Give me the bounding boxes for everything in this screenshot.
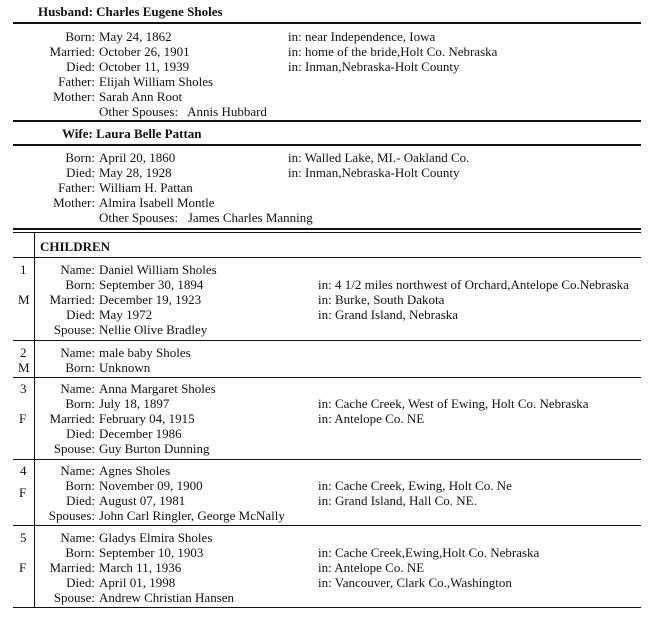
wife-died-in-label: in: [288,165,302,180]
husband-divider [13,22,641,24]
husband-died-in-label: in: [288,59,302,74]
child-1-married-in-label: in: [318,292,332,307]
husband-name: Charles Eugene Sholes [96,4,223,19]
child-5-name: Gladys Elmira Sholes [99,530,213,545]
child-1-divider [13,340,641,341]
child-5-spouse: Andrew Christian Hansen [99,590,235,605]
child-4-died-date: August 07, 1981 [99,493,186,508]
child-1-died-place-text: Grand Island, Nebraska [334,307,459,322]
child-3-born-date: July 18, 1897 [99,396,170,411]
child-4-died-place-text: Grand Island, Hall Co. NE. [334,493,477,508]
wife-died-date: May 28, 1928 [99,165,172,180]
child-2-born-label: Born: [65,360,95,375]
child-4-died-place [318,493,477,508]
child-4-born-date: November 09, 1900 [99,478,203,493]
husband-other-spouses-value: Annis Hubbard [187,104,267,119]
wife-died-place-text: Inman,Nebraska-Holt County [304,165,460,180]
wife-died-place [288,165,460,180]
child-3-married-place-text: Antelope Co. NE [334,411,425,426]
children-heading-divider [13,257,641,258]
husband-heading-label: Husband: [38,4,93,19]
child-1-married-place [318,292,444,307]
child-3-spouse-label: Spouse: [53,441,95,456]
husband-died-place [288,59,460,74]
child-1-born-place [318,277,629,292]
child-5-born-in-label: in: [318,545,332,560]
husband-born-label: Born: [65,29,95,44]
children-top-divider [13,228,641,230]
children-top-divider-thin [13,232,641,233]
wife-other-spouses [99,210,313,225]
wife-heading-label: Wife: [62,126,93,141]
child-5-died-place-text: Vancouver, Clark Co.,Washington [334,575,512,590]
child-3-born-in-label: in: [318,396,332,411]
child-2-divider [13,377,641,378]
child-1-spouse-label: Spouse: [53,322,95,337]
husband-died-label: Died: [66,59,95,74]
child-4-name: Agnes Sholes [99,463,171,478]
wife-born-in-label: in: [288,150,302,165]
wife-mother-name: Almira Isabell Montle [99,195,215,210]
child-5-died-in-label: in: [318,575,332,590]
husband-died-place-text: Inman,Nebraska-Holt County [304,59,460,74]
child-4-name-label: Name: [60,463,95,478]
wife-born-date: April 20, 1860 [99,150,176,165]
husband-born-date: May 24, 1862 [99,29,172,44]
child-3-died-label: Died: [66,426,95,441]
child-3-sex: F [19,411,27,426]
child-5-born-place-text: Cache Creek,Ewing,Holt Co. Nebraska [334,545,540,560]
husband-married-in-label: in: [288,44,302,59]
child-5-number: 5 [20,530,27,545]
child-3-name: Anna Margaret Sholes [99,381,216,396]
husband-father-name: Elijah William Sholes [99,74,214,89]
child-2-name: male baby Sholes [99,345,191,360]
child-5-died-label: Died: [66,575,95,590]
child-4-born-in-label: in: [318,478,332,493]
wife-born-place [288,150,469,165]
child-5-died-date: April 01, 1998 [99,575,176,590]
husband-born-in-label: in: [288,29,302,44]
child-3-number: 3 [20,381,27,396]
child-5-born-label: Born: [65,545,95,560]
child-5-married-in-label: in: [318,560,332,575]
child-5-married-place-text: Antelope Co. NE [334,560,425,575]
child-5-married-date: March 11, 1936 [99,560,182,575]
child-3-name-label: Name: [60,381,95,396]
child-4-spouses-label: Spouses: [48,508,95,523]
husband-other-spouses [99,104,267,119]
child-4-spouses: John Carl Ringler, George McNally [99,508,285,523]
child-2-sex: M [18,360,30,375]
wife-father-label: Father: [58,180,95,195]
child-3-married-label: Married: [49,411,95,426]
child-3-spouse: Guy Burton Dunning [99,441,210,456]
child-1-sex: M [18,292,30,307]
child-4-died-in-label: in: [318,493,332,508]
child-1-married-date: December 19, 1923 [99,292,202,307]
child-4-born-place-text: Cache Creek, Ewing, Holt Co. Ne [334,478,512,493]
child-3-died-date: December 1986 [99,426,182,441]
child-3-married-in-label: in: [318,411,332,426]
child-1-died-label: Died: [66,307,95,322]
child-4-born-label: Born: [65,478,95,493]
child-4-born-place [318,478,512,493]
child-1-number: 1 [20,262,27,277]
husband-mother-label: Mother: [53,89,95,104]
child-1-married-place-text: Burke, South Dakota [334,292,445,307]
wife-name: Laura Belle Pattan [96,126,202,141]
child-5-died-place [318,575,512,590]
child-1-died-date: May 1972 [99,307,153,322]
husband-other-spouses-label: Other Spouses: [99,104,179,119]
child-1-spouse: Nellie Olive Bradley [99,322,208,337]
child-3-married-place [318,411,424,426]
wife-top-divider [13,120,641,122]
wife-mother-label: Mother: [53,195,95,210]
child-1-born-place-text: 4 1/2 miles northwest of Orchard,Antelope Co.Nebraska [334,277,629,292]
child-2-name-label: Name: [60,345,95,360]
child-5-spouse-label: Spouse: [53,590,95,605]
child-1-born-label: Born: [65,277,95,292]
husband-born-place [288,29,435,44]
wife-heading [62,126,202,141]
child-1-died-place [318,307,458,322]
children-number-column-rule [34,232,35,608]
husband-father-label: Father: [58,74,95,89]
child-3-divider [13,459,641,460]
husband-born-place-text: near Independence, Iowa [304,29,436,44]
child-2-born-date: Unknown [99,360,151,375]
child-1-born-date: September 30, 1894 [99,277,204,292]
husband-married-label: Married: [49,44,95,59]
child-5-born-date: September 10, 1903 [99,545,204,560]
child-3-born-place-text: Cache Creek, West of Ewing, Holt Co. Nebraska [334,396,589,411]
wife-father-name: William H. Pattan [99,180,193,195]
child-3-born-label: Born: [65,396,95,411]
wife-other-spouses-label: Other Spouses: [99,210,179,225]
child-5-name-label: Name: [60,530,95,545]
child-3-born-place [318,396,589,411]
child-4-sex: F [19,485,27,500]
child-1-name: Daniel William Sholes [99,262,217,277]
child-5-married-label: Married: [49,560,95,575]
wife-born-label: Born: [65,150,95,165]
husband-mother-name: Sarah Ann Root [99,89,183,104]
child-1-name-label: Name: [60,262,95,277]
child-4-divider [13,525,641,526]
child-5-sex: F [19,560,27,575]
child-5-born-place [318,545,539,560]
wife-born-place-text: Walled Lake, MI.- Oakland Co. [304,150,470,165]
wife-died-label: Died: [66,165,95,180]
husband-married-place [288,44,497,59]
husband-married-date: October 26, 1901 [99,44,190,59]
wife-other-spouses-value: James Charles Manning [187,210,313,225]
child-1-died-in-label: in: [318,307,332,322]
child-1-born-in-label: in: [318,277,332,292]
child-3-married-date: February 04, 1915 [99,411,195,426]
husband-heading [38,4,223,19]
child-2-number: 2 [20,345,27,360]
child-1-married-label: Married: [49,292,95,307]
children-heading: CHILDREN [40,239,111,254]
husband-married-place-text: home of the bride,Holt Co. Nebraska [304,44,498,59]
wife-divider [13,144,641,146]
children-bottom-divider [13,607,641,608]
child-5-married-place [318,560,424,575]
child-4-died-label: Died: [66,493,95,508]
child-4-number: 4 [20,463,27,478]
husband-died-date: October 11, 1939 [99,59,190,74]
